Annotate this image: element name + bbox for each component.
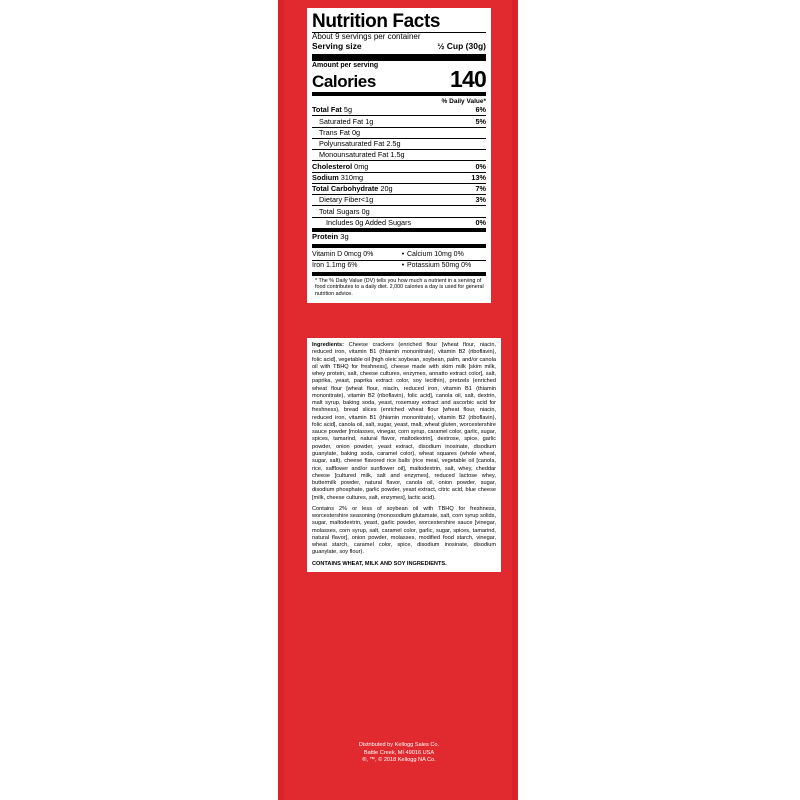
vitamin-row [312, 260, 486, 272]
nutrient-row [312, 217, 486, 228]
bullet-icon: • [401, 250, 405, 258]
allergen-statement: CONTAINS WHEAT, MILK AND SOY INGREDIENTS. [312, 560, 447, 567]
nutrient-amount: 1.5g [390, 150, 405, 160]
vitamins-block [312, 249, 486, 271]
calcium-value: Calcium 10mg 0% [407, 250, 464, 258]
nutrient-amount: 0mg [354, 161, 369, 171]
iron-value: Iron 1.1mg 6% [312, 262, 358, 270]
nutrient-amount: <1g [360, 195, 374, 205]
ingredients-main [312, 342, 496, 502]
potassium-value: Potassium 50mg 0% [407, 262, 472, 270]
nutrient-amount: 5g [343, 105, 353, 115]
protein-row [312, 228, 486, 243]
calories-row [312, 68, 486, 91]
divider-medium [312, 244, 486, 248]
nutrient-row [312, 115, 486, 126]
nutrient-dv: 5% [475, 116, 486, 126]
serving-size-value: ½ Cup (30g) [437, 40, 486, 51]
vitamin-d-value: Vitamin D 0mcg 0% [312, 250, 374, 258]
daily-value-footnote: * The % Daily Value (DV) tells you how much a nutrient in a serving of food contributes to a daily diet. 2,000 calories a day is used for general nutrition advice. [312, 272, 486, 299]
calories-label: Calories [312, 72, 376, 92]
nutrient-amount: 2.5g [386, 139, 401, 149]
nutrient-amount: 310mg [340, 172, 364, 182]
distributor-line-2: Battle Creek, MI 49016 USA [363, 749, 435, 756]
nutrient-name: Polyunsaturated Fat [319, 139, 385, 149]
protein-label: Protein [312, 232, 339, 242]
nutrient-dv: 3% [475, 195, 486, 205]
nutrient-row [312, 149, 486, 160]
nutrient-amount: 1g [365, 116, 374, 126]
amount-per-serving-label: Amount per serving [312, 61, 379, 69]
nutrient-row [312, 194, 486, 205]
nutrient-name: Trans Fat [319, 127, 350, 137]
nutrient-name: Monounsaturated Fat [319, 150, 389, 160]
servings-per-container: About 9 servings per container [312, 32, 421, 41]
ingredients-text: Cheese crackers (enriched flour [wheat flour, niacin, reduced iron, vitamin B1 (thiamin mononitrate), vitamin B2 (riboflavin), folic acid], vegetable oil [high oleic soybean, soybean, palm, and/or canola oil with TBHQ for freshness], cheese made with skim milk [skim milk, whey protein, salt, cheese cultures, enzymes, annatto extract color], salt, paprika, yeast, paprika extract color, soy lecithin), pretzels (enriched wheat flour [wheat flour, niacin, reduced iron, vitamin B1 (thiamin mononitrate), vitamin B2 (riboflavin), folic acid], canola oil, salt, dextrin, malt syrup, baking soda, yeast, rosemary extract and ascorbic acid for freshness), bread slices (enriched wheat flour [wheat flour, niacin, reduced iron, vitamin B1 (thiamin mononitrate), vitamin B2 (riboflavin), folic acid], canola oil, salt, sugar, yeast, malt, wheat gluten, worcestershire sauce powder [molasses, vinegar, corn syrup, caramel color, garlic, sugar, spices, tamarind, natural flavor, maltodextrin], dextrose, spice, garlic powder, onion powder, yeast extract, disodium inosinate, disodium guanylate, baking soda, caramel color), wheat squares (whole wheat, sugar, salt), cheese flavored rice balls (rice meal, vegetable oil [canola, rice, safflower and/or sunflower oil], maltodextrin, salt, whey, cheddar cheese [cultured milk, salt and enzymes], reduced lactose whey, buttermilk powder, natural flavor, canola oil, onion powder, sugar, disodium phosphate, garlic powder, yeast extract, citric acid, blue cheese [milk, cheese cultures, salt, enzymes], lactic acid). [312, 342, 496, 501]
nutrient-row [312, 205, 486, 216]
daily-value-header: % Daily Value* [441, 98, 486, 106]
nutrient-name: Includes 0g Added Sugars [326, 217, 412, 227]
nutrient-row [312, 172, 486, 183]
nutrient-name: Total Fat [312, 105, 342, 115]
nutrient-dv: 6% [475, 105, 486, 115]
nutrient-amount: 0g [361, 206, 370, 216]
protein-amount: 3g [340, 232, 349, 242]
nutrient-amount: 0g [351, 127, 361, 137]
divider-medium [312, 92, 486, 96]
nutrient-name: Sodium [312, 172, 339, 182]
ingredients-contains-2-percent: Contains 2% or less of soybean oil with TBHQ for freshness, worcestershire seasoning (monosodium glutamate, salt, corn syrup solids, sugar, maltodextrin, yeast, garlic powder, worcestershire sauce [vinegar, molasses, corn syrup, salt, caramel color, garlic, sugar, spices, tamarind, natural flavor], onion powder, molasses, modified food starch, vinegar, wheat starch, caramel color, spice, disodium inosinate, disodium guanylate, soy flour). [312, 505, 496, 556]
nutrient-dv: 7% [475, 184, 486, 194]
nutrient-dv: 13% [471, 172, 486, 182]
bullet-icon: • [401, 262, 405, 270]
calories-value: 140 [450, 66, 486, 93]
nutrient-name: Total Carbohydrate [312, 184, 379, 194]
distributor-line-1: Distributed by Kellogg Sales Co. [358, 742, 440, 748]
ingredients-heading: Ingredients: [312, 342, 345, 348]
nutrition-facts-title: Nutrition Facts [312, 11, 441, 32]
serving-size-label: Serving size [312, 40, 362, 51]
nutrient-amount: 20g [380, 184, 393, 194]
nutrient-name: Total Sugars [319, 206, 360, 216]
nutrient-row [312, 160, 486, 171]
nutrient-row [312, 138, 486, 149]
distributor-line-3: ®, ™, © 2018 Kellogg NA Co. [362, 757, 436, 764]
nutrient-dv: 0% [475, 161, 486, 171]
nutrient-name: Cholesterol [312, 161, 353, 171]
nutrient-row [312, 105, 486, 115]
nutrient-dv: 0% [475, 217, 486, 227]
nutrition-facts-label [307, 8, 491, 303]
nutrient-name: Dietary Fiber [319, 195, 361, 205]
nutrient-row [312, 127, 486, 138]
distributor-block [307, 742, 491, 765]
ingredients-panel [307, 338, 501, 572]
serving-size-row [312, 42, 486, 53]
nutrient-row [312, 183, 486, 194]
divider-thick [312, 54, 486, 61]
nutrient-name: Saturated Fat [319, 116, 364, 126]
vitamin-row [312, 249, 486, 260]
